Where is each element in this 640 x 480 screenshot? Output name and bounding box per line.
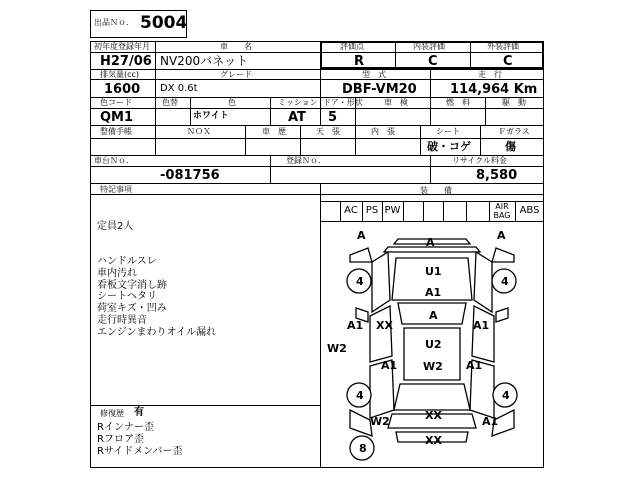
transmission-label: ミッション xyxy=(278,98,318,107)
color-change-label: 色替 xyxy=(162,98,178,107)
mark-front-center: A xyxy=(426,236,435,249)
door-label: ドア・形状 xyxy=(323,98,363,107)
equipment-ac: AC xyxy=(344,205,358,216)
mark-a1-rear-left: A1 xyxy=(381,359,398,372)
ceiling-label: 天 張 xyxy=(316,127,340,136)
notes-list xyxy=(97,256,216,339)
exterior-value: C xyxy=(503,54,513,69)
mark-wheel-front-left: 4 xyxy=(356,275,364,288)
mark-xx-left: XX xyxy=(376,319,393,332)
note-item: 走行時異音 xyxy=(97,314,147,326)
car-name: NV200バネット xyxy=(160,54,249,68)
recycle-fee: 8,580 xyxy=(476,168,518,183)
note-item: 荷室キズ・凹み xyxy=(97,303,167,315)
mark-a1-left: A1 xyxy=(347,319,364,332)
listing-number: 5004 xyxy=(140,13,188,33)
color: ホワイト xyxy=(193,111,229,121)
nox-label: ＮＯＸ xyxy=(187,127,211,136)
interior-label: 内装評価 xyxy=(413,42,445,51)
color-label: 色 xyxy=(228,98,236,107)
mark-w2-rear-left: W2 xyxy=(370,415,390,428)
seat-condition: 破・コゲ xyxy=(427,140,471,153)
interior-value: C xyxy=(428,54,438,69)
note-item: シートヘタリ xyxy=(97,291,157,303)
model-label: 型 式 xyxy=(362,70,386,79)
repair-history-value: 有 xyxy=(134,407,144,418)
repair-list xyxy=(97,422,182,457)
repair-item: Rフロア歪 xyxy=(97,433,144,445)
mileage-label: 走 行 xyxy=(478,70,502,79)
windshield-condition: 傷 xyxy=(505,140,516,153)
mark-spare: 8 xyxy=(359,442,367,455)
mark-xx-bottom: XX xyxy=(425,434,442,447)
seat-label: シート xyxy=(436,127,460,136)
transmission: AT xyxy=(288,110,306,125)
listing-number-label: 出品Ｎｏ． xyxy=(94,18,134,27)
repair-history-label: 修復歴 xyxy=(100,409,124,418)
trim-label: 内 張 xyxy=(371,127,395,136)
equipment-ps: PS xyxy=(365,205,379,216)
windshield-label: Ｆガラス xyxy=(498,127,530,136)
mark-w2-center: W2 xyxy=(423,360,443,373)
fuel-label: 燃 料 xyxy=(446,98,470,107)
first-registration-label: 初年度登録年月 xyxy=(94,42,150,51)
mark-a1-hood: A1 xyxy=(425,286,442,299)
repair-item: Rサイドメンバー歪 xyxy=(97,445,183,457)
score-value: R xyxy=(354,54,365,69)
note-item: エンジンまわりオイル漏れ xyxy=(97,326,216,338)
model-code: DBF-VM20 xyxy=(342,82,417,97)
equipment-airbag: AIR BAG xyxy=(493,202,511,220)
mileage: 114,964 Km xyxy=(450,82,538,97)
repair-item: Rインナー歪 xyxy=(97,422,154,433)
mark-wheel-front-right: 4 xyxy=(501,275,509,288)
color-code-label: 色コード xyxy=(100,98,132,107)
exterior-label: 外装評価 xyxy=(487,42,519,51)
note-item: 車内汚れ xyxy=(97,267,137,279)
mark-xx-rear: XX xyxy=(425,409,442,422)
mark-u1: U1 xyxy=(425,265,442,278)
chassis-label: 車台Ｎｏ． xyxy=(94,156,134,165)
chassis-number: -081756 xyxy=(160,168,220,183)
inspection-label: 車 検 xyxy=(384,98,408,107)
mark-a1-rear-corner: A1 xyxy=(482,415,499,428)
mark-w2-left: W2 xyxy=(327,342,347,355)
notes-label: 特記事項 xyxy=(100,185,132,194)
note-item: ハンドルスレ xyxy=(97,256,157,267)
doors: 5 xyxy=(328,110,338,125)
mark-wheel-rear-right: 4 xyxy=(502,389,510,402)
mark-a1-right: A1 xyxy=(473,319,490,332)
note-item: 看板文字消し跡 xyxy=(97,279,167,291)
mark-center-a: A xyxy=(429,309,438,322)
registration-label: 登録Ｎｏ． xyxy=(286,156,326,165)
first-registration: H27/06 xyxy=(100,54,152,69)
car-name-label: 車 名 xyxy=(220,42,252,51)
capacity-note: 定員2人 xyxy=(97,221,134,232)
score-label: 評価点 xyxy=(340,42,364,51)
color-code: QM1 xyxy=(100,110,134,125)
equipment-label: 装 備 xyxy=(420,186,452,195)
equipment-abs: ABS xyxy=(519,205,540,216)
drive-label: 駆 動 xyxy=(502,98,526,107)
history-label: 車 歴 xyxy=(262,127,286,136)
grade-label: グレード xyxy=(220,70,252,79)
mark-u2: U2 xyxy=(425,338,442,351)
displacement-label: 排気量(cc) xyxy=(100,70,140,79)
mark-wheel-rear-left: 4 xyxy=(356,389,364,402)
grade: DX 0.6t xyxy=(160,83,198,94)
service-book-label: 整備手帳 xyxy=(100,127,132,136)
displacement: 1600 xyxy=(104,82,141,97)
equipment-pw: PW xyxy=(384,205,401,216)
recycle-label: リサイクル料金 xyxy=(452,156,507,165)
mark-front-right: A xyxy=(497,229,506,242)
mark-front-left: A xyxy=(357,229,366,242)
mark-a1-rear-right: A1 xyxy=(466,359,483,372)
